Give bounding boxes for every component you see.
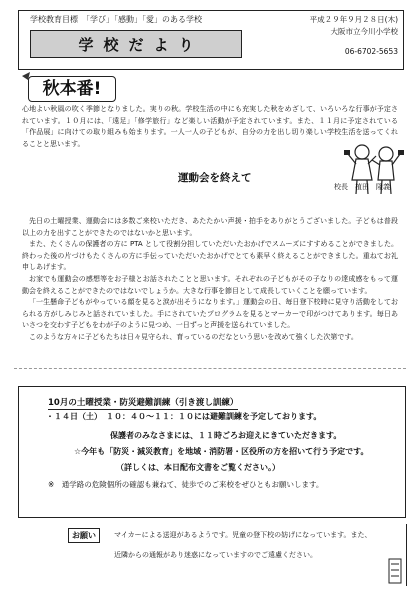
- article-paragraph: また、たくさんの保護者の方に PTA として役割分担していただいたおかげでスムーズにすすめることができました。終わった後の片づけもたくさんの方に手伝っていただいたおかげでとても素早く終えることができました。重ねてお礼申しあげます。: [22, 240, 398, 272]
- stamp-mark-icon: [388, 558, 402, 584]
- notice-details-line: （詳しくは、本日配布文書をご覧ください。）: [116, 463, 280, 472]
- school-name: 大阪市立今川小学校: [330, 27, 398, 36]
- request-label: お願い: [68, 528, 100, 543]
- season-heading: 秋本番!: [28, 76, 116, 102]
- school-phone: 06-6702-5653: [344, 47, 398, 56]
- article-paragraph: このような方々に子どもたちは日々見守られ、育っているのだなという思いを改めて強くした次第です。: [29, 332, 358, 341]
- request-line-2: 近隣からの通報があり迷惑になっていますのでご遠慮ください。: [114, 551, 317, 559]
- intro-paragraph: 心地よい秋風の吹く季節となりました。実りの秋。学校生活の中にも充実した秋をめざして、いろいろな行事が予定されています。１０月には、「遠足」「修学旅行」など楽しい活動が予定されています。また、１１月に予定されている「作品展」に向けての取り組みも始まります。一人一人の子どもが、自分の力を出し切り楽しい学校生活を送ってくれることと思います。: [22, 105, 398, 148]
- article-paragraph: 先日の土曜授業、運動会には多数ご来校いただき、あたたかい声援・拍手をありがとうございました。子どもは普段以上の力を出すことができたのではないかと思います。: [22, 217, 398, 237]
- newsletter-title: 学校だより: [78, 35, 204, 54]
- request-line-1: マイカーによる送迎があるようです。児童の登下校の妨げになっています。また、: [114, 531, 372, 539]
- school-motto: 学校教育目標 「学び」「感動」「愛」のある学校: [30, 15, 202, 24]
- issue-date: 平成２９年９月２８日(木): [309, 15, 398, 24]
- notice-date: ・１４日（土）: [46, 412, 102, 421]
- article-body: [22, 216, 398, 344]
- article-paragraph: お家でも運動会の感想等をお子様とお話されたことと思います。それぞれの子どもがその子なりの達成感をもって運動会を終えることができたのではないでしょうか。大きな行事を節目として成長していくことを願っています。: [22, 274, 398, 295]
- notice-pickup-line: 保護者のみなさまには、１１時ごろお迎えにきていただきます。: [110, 431, 342, 440]
- article-paragraph: 「一生懸命子どもがやっている顔を見ると涙が出そうになります。」運動会の日、毎日登下校時に見守り活動をしておられる方がしみじみと話されていました。手にされていたプログラムを見るとマーカーで印がつけてあります。毎日あいさつを交わす子どもをわが子のように見つめ、一日ずっと声援を送られていました。: [22, 298, 398, 330]
- notice-title: 10月の土曜授業・防災避難訓練（引き渡し訓練）: [48, 398, 239, 408]
- article-title: 運動会を終えて: [178, 172, 252, 184]
- notice-disaster-line: ☆今年も「防災・減災教育」を地域・消防署・区役所の方を招いて行う予定です。: [74, 447, 369, 456]
- notice-time-line: １０：４０～１１：１０には避難訓練を予定しております。: [106, 412, 322, 421]
- notice-walk-request: ※ 通学路の危険個所の確認も兼ねて、徒歩でのご来校をぜひともお願いします。: [48, 480, 324, 489]
- article-author: 校長 植田 隆義: [334, 183, 390, 191]
- section-divider: [14, 368, 406, 369]
- newsletter-title-banner: [30, 30, 242, 58]
